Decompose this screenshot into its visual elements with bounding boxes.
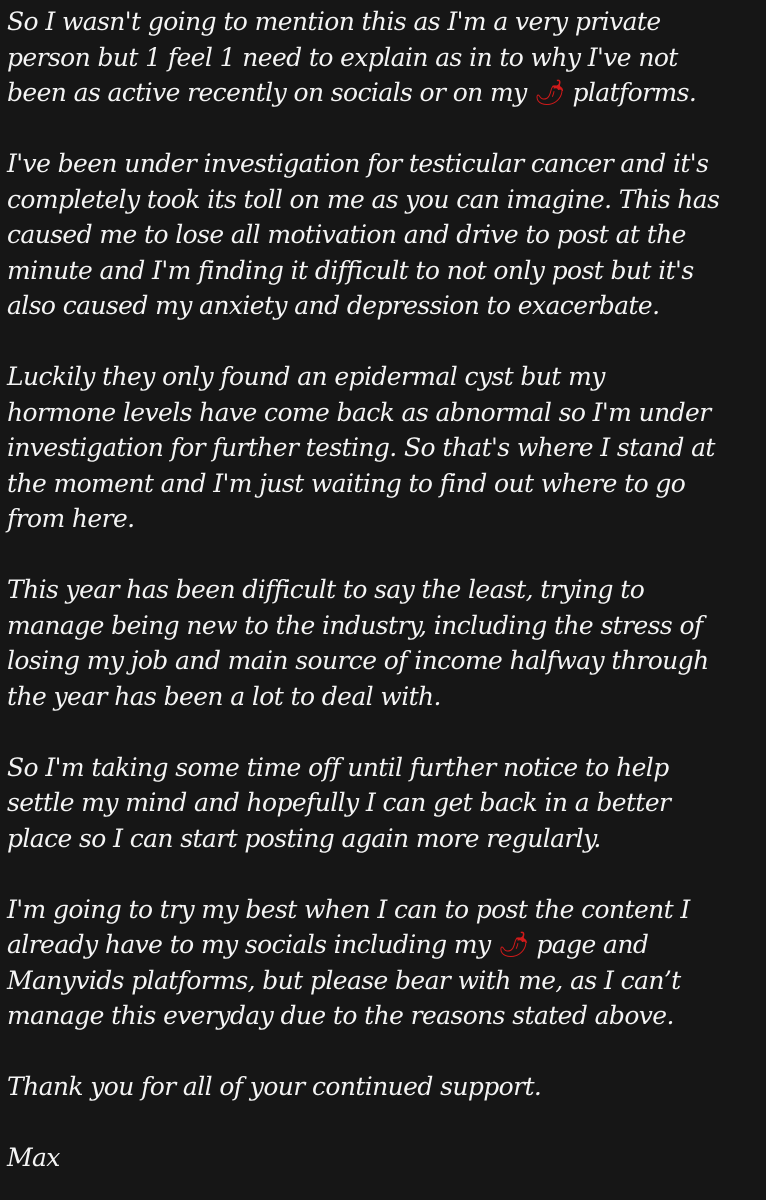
chili-pepper-icon: 🌶 bbox=[533, 78, 566, 107]
text-segment: I've been under investigation for testicular cancer and it's bbox=[7, 149, 709, 178]
text-segment: the year has been a lot to deal with. bbox=[7, 681, 441, 711]
text-line bbox=[7, 892, 762, 928]
text-line bbox=[7, 253, 762, 289]
text-line bbox=[7, 643, 762, 679]
text-line bbox=[7, 750, 762, 786]
text-line bbox=[7, 608, 762, 644]
text-line bbox=[7, 430, 762, 466]
text-line bbox=[7, 572, 762, 608]
text-segment: completely took its toll on me as you can imagine. This has bbox=[7, 184, 720, 214]
text-segment: manage being new to the industry, including the stress of bbox=[7, 610, 703, 640]
text-segment: Manyvids platforms, but please bear with me, as I can’t bbox=[7, 965, 681, 995]
text-line bbox=[7, 146, 762, 182]
text-line bbox=[7, 4, 762, 40]
text-line bbox=[7, 75, 762, 111]
text-line bbox=[7, 501, 762, 537]
paragraph-3 bbox=[7, 359, 762, 537]
paragraph-1 bbox=[7, 4, 762, 111]
text-segment: So I'm taking some time off until further notice to help bbox=[7, 752, 669, 782]
text-segment: place so I can start posting again more regularly. bbox=[7, 823, 601, 853]
text-line bbox=[7, 785, 762, 821]
text-segment: losing my job and main source of income halfway through bbox=[7, 646, 709, 675]
text-segment: investigation for further testing. So that's where I stand at bbox=[7, 433, 715, 462]
text-line bbox=[7, 182, 762, 218]
text-line bbox=[7, 466, 762, 502]
text-segment: manage this everyday due to the reasons stated above. bbox=[7, 1001, 674, 1030]
paragraph-6 bbox=[7, 892, 762, 1034]
text-segment: caused me to lose all motivation and drive to post at the bbox=[7, 220, 686, 249]
text-segment: page and bbox=[529, 930, 649, 959]
text-segment: settle my mind and hopefully I can get back in a better bbox=[7, 788, 671, 817]
text-segment: been as active recently on socials or on my bbox=[7, 78, 534, 107]
text-segment: already have to my socials including my bbox=[7, 930, 498, 959]
text-segment: platforms. bbox=[565, 78, 697, 107]
chili-pepper-icon: 🌶 bbox=[497, 930, 530, 959]
text-line bbox=[7, 1069, 762, 1105]
text-line bbox=[7, 217, 762, 253]
text-segment: person but 1 feel 1 need to explain as in to why I've not bbox=[7, 42, 678, 72]
paragraph-7 bbox=[7, 1069, 762, 1105]
text-line bbox=[7, 927, 762, 963]
text-segment: the moment and I'm just waiting to find out where to go bbox=[7, 468, 686, 498]
text-segment: also caused my anxiety and depression to exacerbate. bbox=[7, 291, 660, 320]
text-line bbox=[7, 40, 762, 76]
text-segment: Luckily they only found an epidermal cyst but my bbox=[7, 362, 605, 391]
text-segment: Thank you for all of your continued support. bbox=[7, 1072, 542, 1101]
paragraph-list bbox=[7, 4, 762, 1105]
text-line bbox=[7, 679, 762, 715]
text-line bbox=[7, 998, 762, 1034]
paragraph-5 bbox=[7, 750, 762, 857]
text-line bbox=[7, 359, 762, 395]
text-line bbox=[7, 395, 762, 431]
text-line bbox=[7, 963, 762, 999]
text-segment: hormone levels have come back as abnormal so I'm under bbox=[7, 397, 711, 427]
text-line bbox=[7, 288, 762, 324]
text-segment: So I wasn't going to mention this as I'm a very private bbox=[7, 7, 661, 36]
text-segment: from here. bbox=[7, 504, 135, 533]
text-segment: minute and I'm finding it difficult to not only post but it's bbox=[7, 255, 694, 285]
text-segment: This year has been difficult to say the least, trying to bbox=[7, 575, 645, 604]
text-line bbox=[7, 821, 762, 857]
message-body bbox=[7, 4, 762, 1176]
paragraph-2 bbox=[7, 146, 762, 324]
signature: Max bbox=[7, 1143, 60, 1172]
paragraph-4 bbox=[7, 572, 762, 714]
text-segment: I'm going to try my best when I can to post the content I bbox=[7, 894, 690, 924]
